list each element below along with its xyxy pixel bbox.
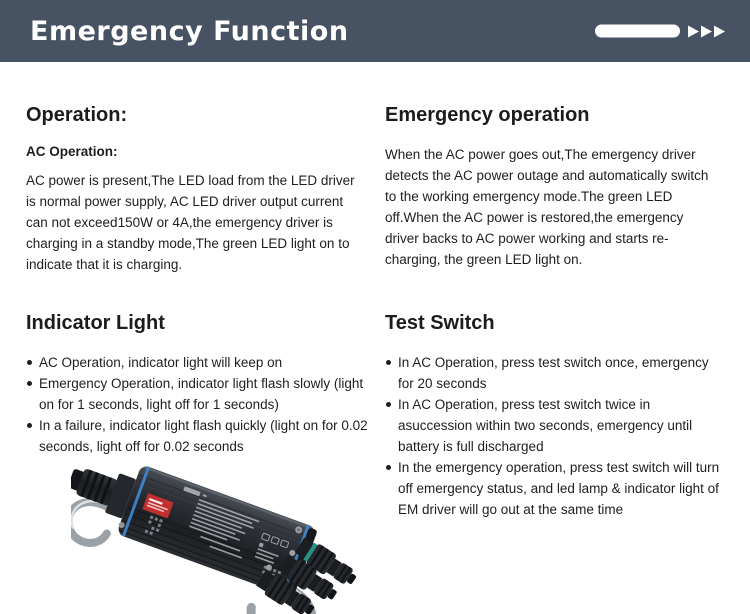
body-text: When the AC power goes out,The emergency driver detects the AC power outage and automatically switch to the working emergency mode.The green LED off.When the AC power is restored,the emergency driver backs to AC power working and starts re-charging, the green LED light on. (385, 147, 709, 267)
list-item (26, 415, 368, 457)
section-indicator-light (26, 311, 368, 614)
list-item (385, 457, 720, 520)
section-heading: Test Switch (385, 312, 495, 334)
bullet-icon (27, 423, 32, 428)
body-text: AC power is present,The LED load from the LED driver is normal power supply, AC LED driver output current can not exceed150W or 4A,the emergency driver is charging in a standby mode,The green LED light on to indicate that it is charging. (26, 173, 355, 272)
section-emergency-operation (385, 103, 720, 275)
arrow-right-icon (714, 25, 725, 37)
bullet-list (26, 352, 368, 457)
bullet-text: In AC Operation, press test switch once, emergency for 20 seconds (398, 355, 709, 391)
section-heading: Operation: (26, 104, 128, 126)
content (0, 62, 750, 614)
page-title: Emergency Function (30, 15, 349, 47)
list-item (26, 352, 368, 373)
pill-decoration-icon (595, 25, 680, 38)
bullet-text: In AC Operation, press test switch twice in asuccession within two seconds, emergency until battery is full discharged (398, 397, 693, 454)
header-decoration (595, 25, 725, 38)
section-test-switch (385, 311, 720, 614)
arrow-right-icon (688, 25, 699, 37)
section-heading: Indicator Light (26, 312, 165, 334)
page-header (0, 0, 750, 62)
bullet-icon (386, 465, 391, 470)
list-item (385, 394, 720, 457)
arrow-right-icon (701, 25, 712, 37)
sub-heading: AC Operation: (26, 144, 118, 159)
product-photo (71, 459, 363, 614)
bullet-text: AC Operation, indicator light will keep on (39, 355, 283, 370)
bullet-list (385, 352, 720, 520)
bullet-icon (386, 360, 391, 365)
bullet-icon (27, 381, 32, 386)
list-item (26, 373, 368, 415)
bullet-icon (27, 360, 32, 365)
list-item (385, 352, 720, 394)
section-operation (26, 103, 368, 275)
bullet-text: In a failure, indicator light flash quickly (light on for 0.02 seconds, light off for 0.02 seconds (39, 418, 368, 454)
bullet-text: In the emergency operation, press test switch will turn off emergency status, and led lamp & indicator light of EM driver will go out at the same time (398, 460, 720, 517)
section-heading: Emergency operation (385, 104, 590, 126)
bullet-text: Emergency Operation, indicator light flash slowly (light on for 1 seconds, light off for 1 seconds) (39, 376, 364, 412)
bullet-icon (386, 402, 391, 407)
